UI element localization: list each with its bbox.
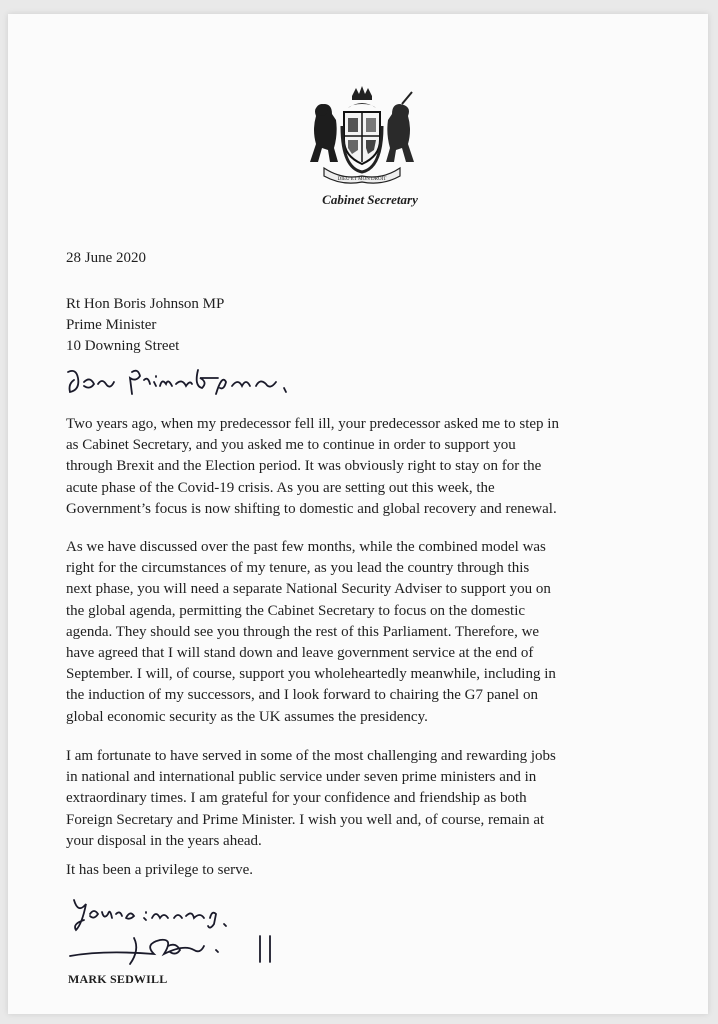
text-line: Two years ago, when my predecessor fell ill, your predecessor asked me to step in <box>66 416 559 432</box>
text-line: global economic security as the UK assumes the presidency. <box>66 708 428 725</box>
recipient-line: Prime Minister <box>66 317 157 333</box>
body-paragraph-3 <box>66 746 718 852</box>
text-line: As we have discussed over the past few months, while the combined model was <box>66 539 546 555</box>
text-line: your disposal in the years ahead. <box>66 832 262 849</box>
text-line: acute phase of the Covid-19 crisis. As you are setting out this week, the <box>66 479 495 496</box>
text-line: as Cabinet Secretary, and you asked me to continue in order to support you <box>66 437 516 454</box>
letter-date: 28 June 2020 <box>66 250 146 266</box>
text-line: next phase, you will need a separate National Security Adviser to support you on <box>66 581 551 598</box>
text-line: in national and international public service under seven prime ministers and in <box>66 769 537 786</box>
text-line: have agreed that I will stand down and leave government service at the end of <box>66 645 534 662</box>
text-line: the global agenda, permitting the Cabinet Secretary to focus on the domestic <box>66 602 526 619</box>
royal-coat-of-arms-icon <box>302 86 422 186</box>
text-line: September. I will, of course, support you wholeheartedly meanwhile, including in <box>66 666 556 683</box>
recipient-line: Rt Hon Boris Johnson MP <box>66 296 225 312</box>
body-paragraph-1 <box>66 414 718 520</box>
crest-motto: DIEU ET MON DROIT <box>337 177 387 182</box>
text-line: I am fortunate to have served in some of the most challenging and rewarding jobs <box>66 748 556 764</box>
body-paragraph-2 <box>66 537 718 728</box>
handwritten-salutation <box>66 364 326 404</box>
text-line: right for the circumstances of my tenure, as you lead the country through this <box>66 560 530 577</box>
recipient-line: 10 Downing Street <box>66 338 180 354</box>
signatory-name: MARK SEDWILL <box>68 972 168 986</box>
text-line: Government’s focus is now shifting to domestic and global recovery and renewal. <box>66 500 557 517</box>
text-line: Foreign Secretary and Prime Minister. I wish you well and, of course, remain at <box>66 811 545 828</box>
closing-line: It has been a privilege to serve. <box>66 862 254 878</box>
text-line: agenda. They should see you through the rest of this Parliament. Therefore, we <box>66 623 540 640</box>
text-line: extraordinary times. I am grateful for your confidence and friendship as both <box>66 790 527 807</box>
text-line: the induction of my successors, and I look forward to chairing the G7 panel on <box>66 687 538 704</box>
office-title: Cabinet Secretary <box>322 192 418 207</box>
text-line: through Brexit and the Election period. It was obviously right to stay on for the <box>66 458 542 475</box>
letter-page <box>8 14 708 1014</box>
handwritten-signature <box>64 884 324 976</box>
recipient-address <box>66 294 224 357</box>
